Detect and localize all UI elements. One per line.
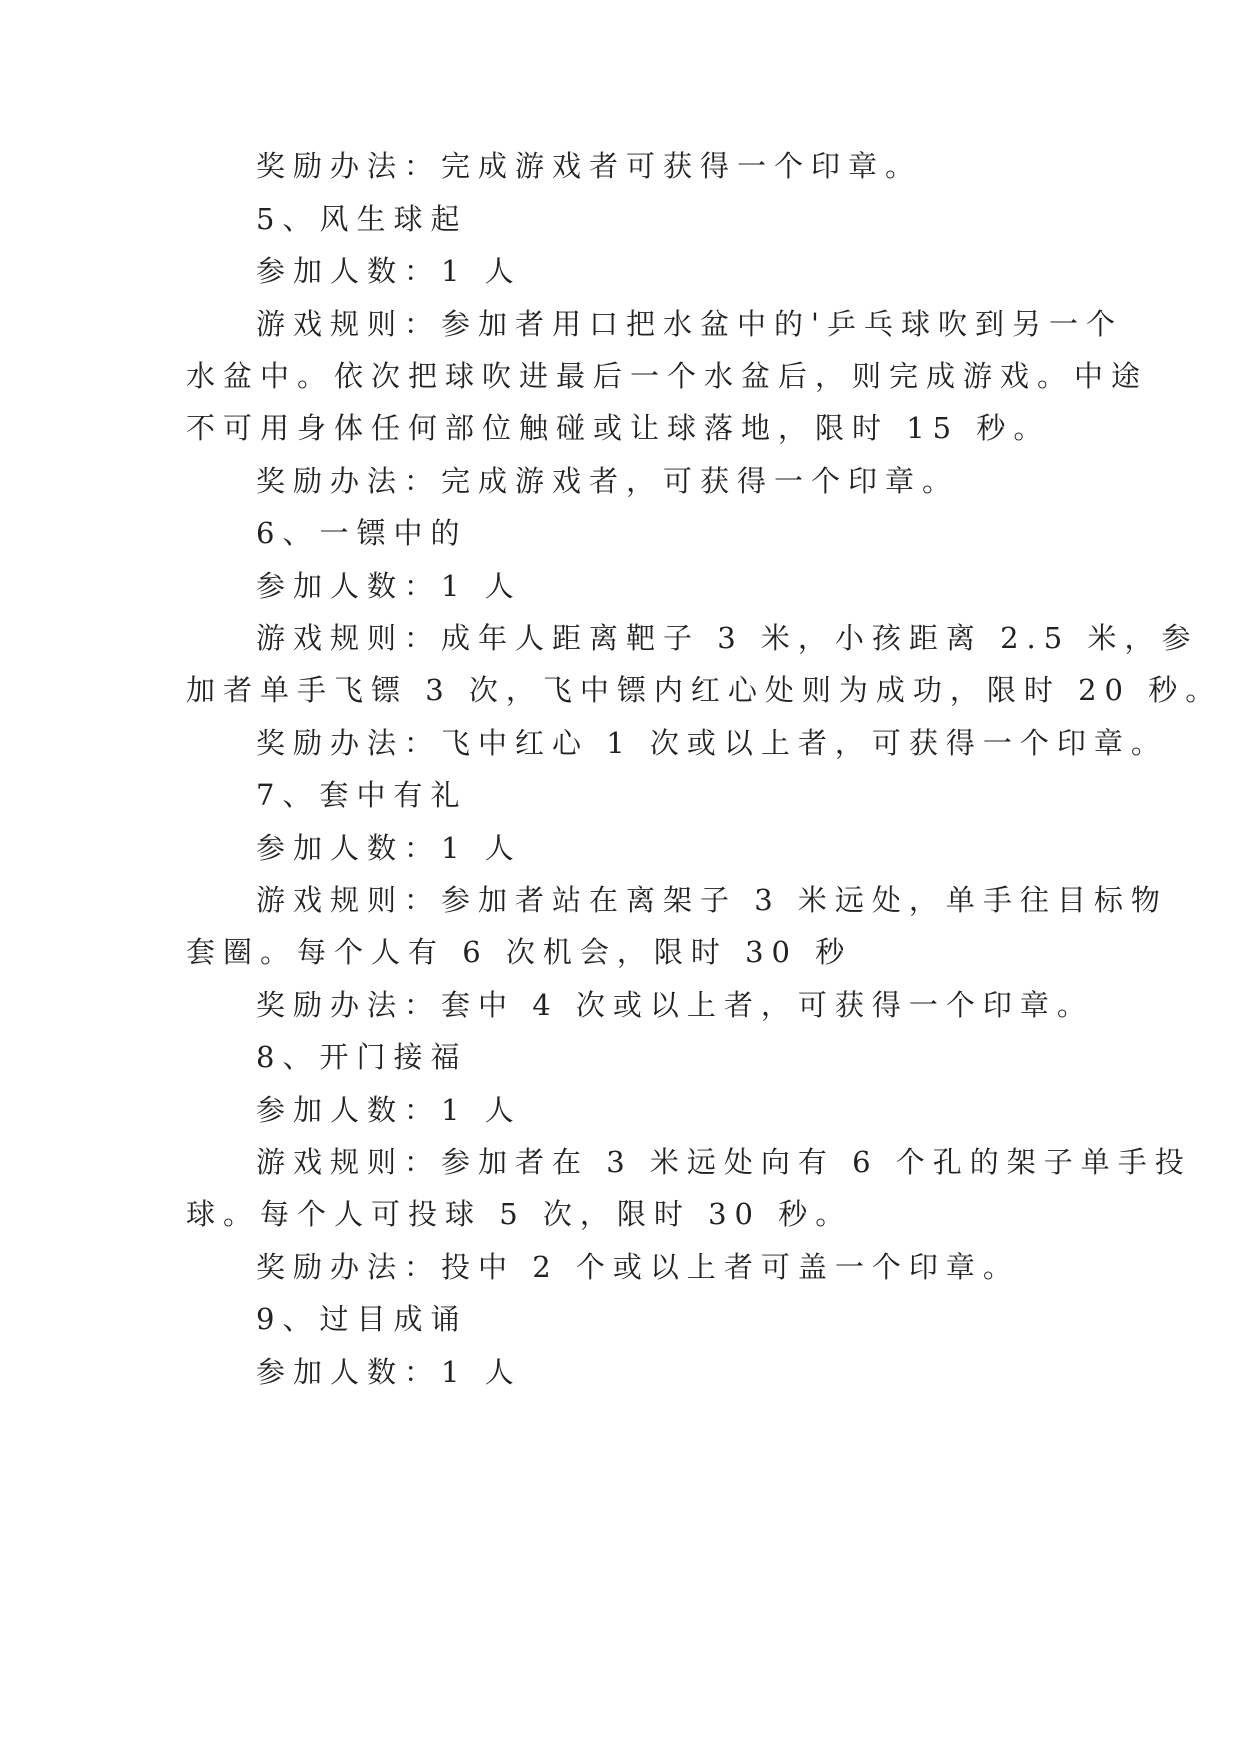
rules-text-6-line1: 游戏规则：成年人距离靶子 3 米，小孩距离 2.5 米，参: [256, 621, 1199, 655]
participants-text-8: 参加人数：1 人: [256, 1093, 522, 1127]
reward-text-6: 奖励办法：飞中红心 1 次或以上者，可获得一个印章。: [256, 726, 1168, 760]
section-heading-6: 6、一镖中的: [256, 516, 468, 550]
section-heading-8: 8、开门接福: [256, 1040, 468, 1074]
reward-text-5: 奖励办法：完成游戏者，可获得一个印章。: [256, 464, 960, 498]
participants-text-9: 参加人数：1 人: [256, 1355, 522, 1389]
rules-text-5-line3: 不可用身体任何部位触碰或让球落地，限时 15 秒。: [186, 411, 1051, 445]
reward-text-game4: 奖励办法：完成游戏者可获得一个印章。: [256, 149, 923, 183]
rules-text-8-line1: 游戏规则：参加者在 3 米远处向有 6 个孔的架子单手投: [256, 1145, 1192, 1179]
section-heading-9: 9、过目成诵: [256, 1302, 468, 1336]
participants-text-5: 参加人数：1 人: [256, 254, 522, 288]
rules-text-5-line2: 水盆中。依次把球吹进最后一个水盆后，则完成游戏。中途: [186, 359, 1149, 393]
reward-text-7: 奖励办法：套中 4 次或以上者，可获得一个印章。: [256, 988, 1094, 1022]
rules-text-6-line2: 加者单手飞镖 3 次，飞中镖内红心处则为成功，限时 20 秒。: [186, 673, 1223, 707]
reward-text-8: 奖励办法：投中 2 个或以上者可盖一个印章。: [256, 1250, 1020, 1284]
participants-text-7: 参加人数：1 人: [256, 831, 522, 865]
participants-text-6: 参加人数：1 人: [256, 569, 522, 603]
section-heading-5: 5、风生球起: [256, 202, 468, 236]
rules-text-8-line2: 球。每个人可投球 5 次，限时 30 秒。: [186, 1197, 853, 1231]
rules-text-7-line2: 套圈。每个人有 6 次机会，限时 30 秒: [186, 935, 853, 969]
rules-text-5-line1: 游戏规则：参加者用口把水盆中的'乒乓球吹到另一个: [256, 307, 1123, 341]
section-heading-7: 7、套中有礼: [256, 778, 468, 812]
rules-text-7-line1: 游戏规则：参加者站在离架子 3 米远处，单手往目标物: [256, 883, 1168, 917]
